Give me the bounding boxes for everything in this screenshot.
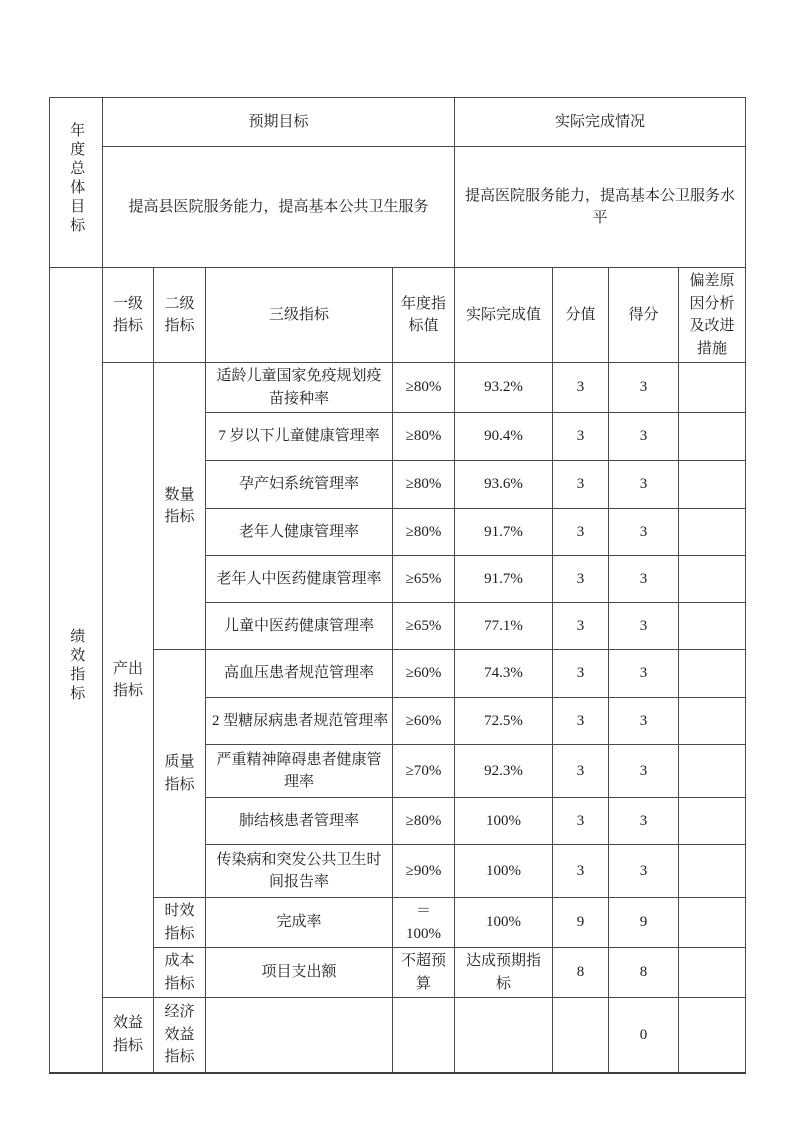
score-value: 3 (609, 556, 679, 603)
deviation-cell (679, 798, 746, 845)
points-value: 3 (553, 603, 609, 650)
deviation-cell (679, 948, 746, 998)
points-value: 3 (553, 745, 609, 798)
indicator-header-row (50, 268, 746, 363)
actual-completion-value: 72.5% (455, 698, 553, 745)
deviation-cell (679, 898, 746, 948)
score-value: 3 (609, 509, 679, 556)
score-value: 9 (609, 898, 679, 948)
annual-goal-row-label (50, 98, 103, 268)
annual-target-value: ≥80% (393, 363, 455, 413)
actual-completion-value: 91.7% (455, 556, 553, 603)
actual-completion-value: 93.2% (455, 363, 553, 413)
actual-completion-value: 100% (455, 898, 553, 948)
annual-target-value (393, 998, 455, 1073)
indicator-name: 高血压患者规范管理率 (206, 650, 393, 698)
deviation-cell (679, 845, 746, 898)
points-value: 3 (553, 845, 609, 898)
points-value: 3 (553, 363, 609, 413)
deviation-cell (679, 603, 746, 650)
group-cost-indicators: 成本指标 (154, 948, 206, 998)
actual-completion-value: 77.1% (455, 603, 553, 650)
score-value: 3 (609, 413, 679, 461)
indicator-name: 完成率 (206, 898, 393, 948)
table-row (50, 998, 746, 1073)
annual-target-value: 不超预算 (393, 948, 455, 998)
indicator-name: 项目支出额 (206, 948, 393, 998)
col-header-level1: 一级指标 (103, 268, 154, 363)
points-value (553, 998, 609, 1073)
deviation-cell (679, 509, 746, 556)
indicator-name: 肺结核患者管理率 (206, 798, 393, 845)
annual-target-value: ≥65% (393, 556, 455, 603)
annual-target-value: ≥60% (393, 698, 455, 745)
actual-completion-header: 实际完成情况 (455, 98, 746, 147)
indicator-name: 7 岁以下儿童健康管理率 (206, 413, 393, 461)
col-header-score: 得分 (609, 268, 679, 363)
score-value: 3 (609, 461, 679, 509)
table-row (50, 948, 746, 998)
overview-goal-row (50, 147, 746, 268)
indicator-name: 儿童中医药健康管理率 (206, 603, 393, 650)
deviation-cell (679, 650, 746, 698)
score-value: 3 (609, 603, 679, 650)
group-quantity-indicators: 数量指标 (154, 363, 206, 650)
indicator-name: 孕产妇系统管理率 (206, 461, 393, 509)
points-value: 3 (553, 556, 609, 603)
indicator-name: 适龄儿童国家免疫规划疫苗接种率 (206, 363, 393, 413)
deviation-cell (679, 745, 746, 798)
performance-section-label-text: 绩效指标 (68, 628, 85, 704)
actual-completion-value: 74.3% (455, 650, 553, 698)
group-timeliness-indicators: 时效指标 (154, 898, 206, 948)
indicator-name (206, 998, 393, 1073)
score-value: 3 (609, 650, 679, 698)
points-value: 3 (553, 413, 609, 461)
annual-target-value: ≥70% (393, 745, 455, 798)
annual-target-value: ≥90% (393, 845, 455, 898)
expected-goal-header: 预期目标 (103, 98, 455, 147)
indicator-name: 老年人中医药健康管理率 (206, 556, 393, 603)
actual-completion-value: 达成预期指标 (455, 948, 553, 998)
col-header-deviation: 偏差原因分析及改进措施 (679, 268, 746, 363)
annual-target-value: ≥80% (393, 461, 455, 509)
points-value: 8 (553, 948, 609, 998)
actual-completion-value: 100% (455, 798, 553, 845)
actual-goal-text: 提高医院服务能力，提高基本公卫服务水平 (455, 147, 746, 268)
group-benefit-indicators: 效益指标 (103, 998, 154, 1073)
table-row (50, 363, 746, 413)
score-value: 3 (609, 745, 679, 798)
score-value: 0 (609, 998, 679, 1073)
annual-target-value: ≥80% (393, 509, 455, 556)
deviation-cell (679, 363, 746, 413)
points-value: 9 (553, 898, 609, 948)
deviation-cell (679, 556, 746, 603)
col-header-annual-target: 年度指标值 (393, 268, 455, 363)
actual-completion-value: 93.6% (455, 461, 553, 509)
points-value: 3 (553, 798, 609, 845)
deviation-cell (679, 998, 746, 1073)
col-header-points: 分值 (553, 268, 609, 363)
actual-completion-value: 100% (455, 845, 553, 898)
actual-completion-value (455, 998, 553, 1073)
annual-target-value: ≥60% (393, 650, 455, 698)
annual-target-value: ＝100% (393, 898, 455, 948)
group-quality-indicators: 质量指标 (154, 650, 206, 898)
indicator-name: 老年人健康管理率 (206, 509, 393, 556)
table-row (50, 898, 746, 948)
col-header-actual-value: 实际完成值 (455, 268, 553, 363)
score-value: 8 (609, 948, 679, 998)
deviation-cell (679, 461, 746, 509)
col-header-level2: 二级指标 (154, 268, 206, 363)
indicator-name: 严重精神障碍患者健康管理率 (206, 745, 393, 798)
annual-target-value: ≥65% (393, 603, 455, 650)
actual-completion-value: 91.7% (455, 509, 553, 556)
group-economic-benefit-indicators: 经济效益指标 (154, 998, 206, 1073)
annual-target-value: ≥80% (393, 413, 455, 461)
score-value: 3 (609, 845, 679, 898)
annual-goal-row-label-text: 年度总体目标 (68, 121, 85, 236)
overview-header-row (50, 98, 746, 147)
points-value: 3 (553, 461, 609, 509)
table-row (50, 650, 746, 698)
annual-target-value: ≥80% (393, 798, 455, 845)
indicator-name: 传染病和突发公共卫生时间报告率 (206, 845, 393, 898)
performance-section-label (50, 268, 103, 1073)
performance-evaluation-table (49, 97, 746, 1074)
points-value: 3 (553, 650, 609, 698)
score-value: 3 (609, 363, 679, 413)
expected-goal-text: 提高县医院服务能力，提高基本公共卫生服务 (103, 147, 455, 268)
col-header-level3: 三级指标 (206, 268, 393, 363)
points-value: 3 (553, 698, 609, 745)
score-value: 3 (609, 698, 679, 745)
points-value: 3 (553, 509, 609, 556)
score-value: 3 (609, 798, 679, 845)
deviation-cell (679, 698, 746, 745)
indicator-name: 2 型糖尿病患者规范管理率 (206, 698, 393, 745)
group-output-indicators: 产出指标 (103, 363, 154, 998)
deviation-cell (679, 413, 746, 461)
actual-completion-value: 92.3% (455, 745, 553, 798)
actual-completion-value: 90.4% (455, 413, 553, 461)
